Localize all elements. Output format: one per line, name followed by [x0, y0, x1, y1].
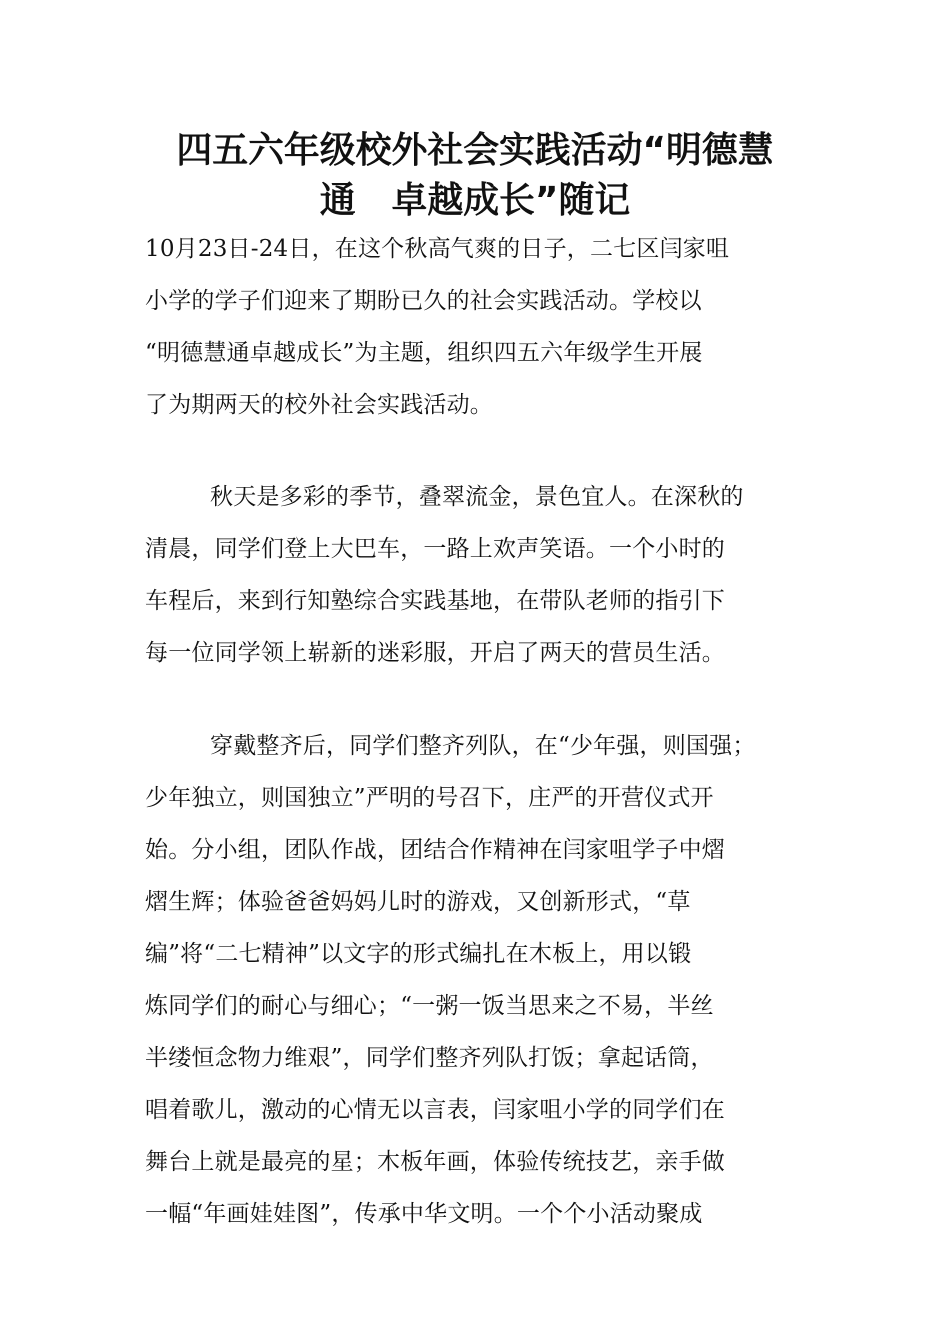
document-title-line-2: 通 卓越成长”随记 [319, 180, 631, 221]
document-title-line-1: 四五六年级校外社会实践活动“明德慧 [176, 130, 774, 171]
paragraph-2-line-3: 车程后，来到行知塾综合实践基地，在带队老师的指引下 [145, 588, 725, 614]
paragraph-3-line-7: 半缕恒念物力维艰”，同学们整齐列队打饭；拿起话筒， [145, 1045, 714, 1071]
paragraph-2-line-2: 清晨，同学们登上大巴车，一路上欢声笑语。一个小时的 [145, 536, 725, 562]
paragraph-3-line-4: 熠生辉；体验爸爸妈妈儿时的游戏，又创新形式，“草 [145, 889, 691, 915]
paragraph-3-line-10: 一幅“年画娃娃图”，传承中华文明。一个个小活动聚成 [145, 1201, 703, 1227]
paragraph-1-line-3: “明德慧通卓越成长”为主题，组织四五六年级学生开展 [145, 340, 703, 366]
paragraph-3-line-3: 始。分小组，团队作战，团结合作精神在闫家咀学子中熠 [145, 837, 725, 863]
paragraph-3-line-2: 少年独立，则国独立”严明的号召下，庄严的开营仪式开 [145, 785, 714, 811]
paragraph-3-line-9: 舞台上就是最亮的星；木板年画，体验传统技艺，亲手做 [145, 1149, 725, 1175]
paragraph-3-line-1: 穿戴整齐后，同学们整齐列队，在“少年强，则国强； [210, 733, 756, 759]
paragraph-3-line-8: 唱着歌儿，激动的心情无以言表，闫家咀小学的同学们在 [145, 1097, 725, 1123]
paragraph-1-line-2: 小学的学子们迎来了期盼已久的社会实践活动。学校以 [145, 288, 702, 314]
paragraph-2-line-1: 秋天是多彩的季节，叠翠流金，景色宜人。在深秋的 [210, 484, 744, 510]
paragraph-1-line-1: 10月23日-24日，在这个秋高气爽的日子，二七区闫家咀 [145, 236, 730, 262]
paragraph-3-line-5: 编”将“二七精神”以文字的形式编扎在木板上，用以锻 [145, 941, 692, 967]
paragraph-1-line-4: 了为期两天的校外社会实践活动。 [145, 392, 493, 418]
paragraph-3-line-6: 炼同学们的耐心与细心；“一粥一饭当思来之不易，半丝 [145, 993, 714, 1019]
paragraph-2-line-4: 每一位同学领上崭新的迷彩服，开启了两天的营员生活。 [145, 640, 725, 666]
